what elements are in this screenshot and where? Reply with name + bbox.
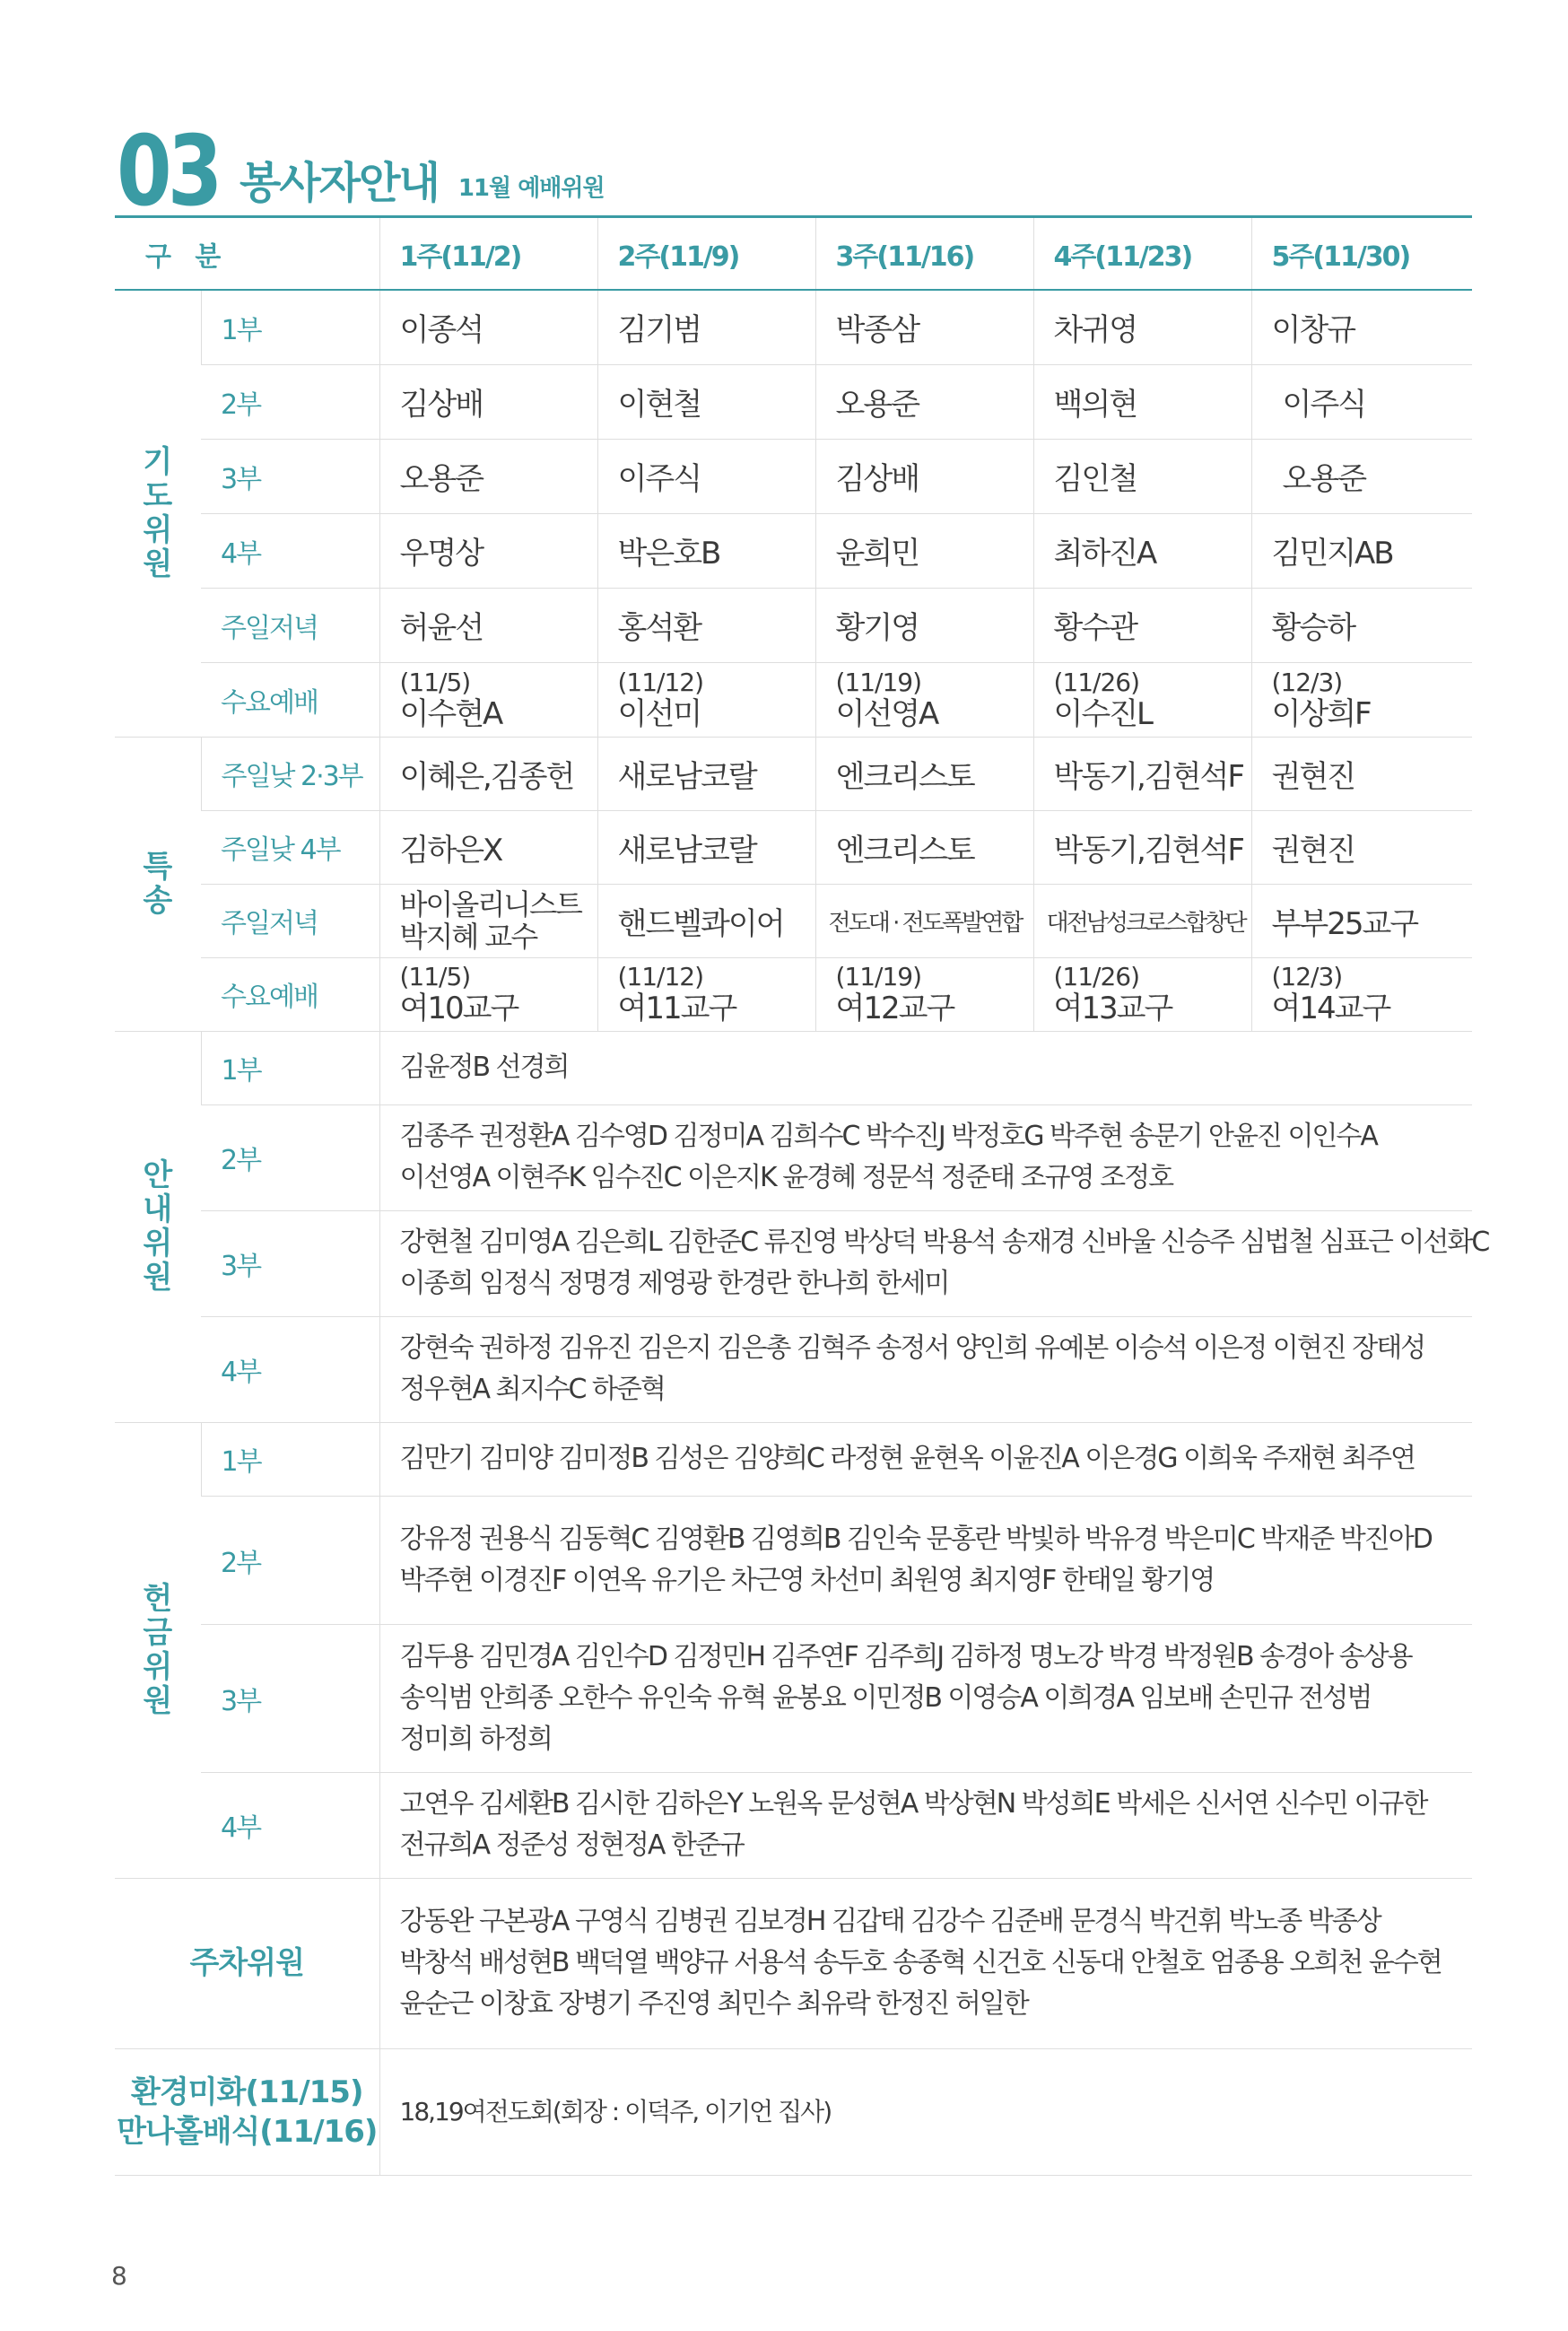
table-cell: (11/12) 여11교구	[597, 957, 815, 1031]
names-cell: 강현철 김미영A 김은희L 김한준C 류진영 박상덕 박용석 송재경 신바울 신승주 심법철 심표근 이선화C 이종희 임정식 정명경 제영광 한경란 한나희 한세미	[379, 1210, 1472, 1316]
category-offering: 헌 금 위 원	[115, 1422, 201, 1878]
table-cell: (11/26) 여13교구	[1033, 957, 1251, 1031]
names-cell: 강현숙 권하정 김유진 김은지 김은총 김혁주 송정서 양인희 유예본 이승석 이은정 이현진 장태성 정우현A 최지수C 하준혁	[379, 1316, 1472, 1422]
table-cell: 오용준	[379, 439, 597, 513]
table-row	[115, 1624, 1472, 1772]
table-cell: 새로남코랄	[597, 810, 815, 884]
names-cell: 강유정 권용식 김동혁C 김영환B 김영희B 김인숙 문홍란 박빛하 박유경 박은미C 박재준 박진아D 박주현 이경진F 이연옥 유기은 차근영 차선미 최원영 최지영F 한태일 황기영	[379, 1496, 1472, 1624]
row-label: 2부	[201, 364, 379, 439]
volunteer-table	[115, 215, 1489, 2176]
table-row	[115, 737, 1472, 810]
table-row	[115, 1104, 1472, 1210]
table-cell: 허윤선	[379, 588, 597, 662]
row-label: 주일낮 2·3부	[201, 737, 379, 810]
table-cell: 박종삼	[815, 290, 1033, 364]
table-row	[115, 1496, 1472, 1624]
table-cell: (11/12) 이선미	[597, 662, 815, 737]
table-cell: (11/5) 여10교구	[379, 957, 597, 1031]
row-label: 1부	[201, 1422, 379, 1496]
table-header-row	[115, 217, 1472, 291]
table-cell: 황승하	[1251, 588, 1472, 662]
table-cell: 김기범	[597, 290, 815, 364]
table-row	[115, 1422, 1472, 1496]
table-cell: 홍석환	[597, 588, 815, 662]
row-label: 3부	[201, 1624, 379, 1772]
table-row	[115, 364, 1472, 439]
table-cell: (11/5) 이수현A	[379, 662, 597, 737]
table-cell: 김하은X	[379, 810, 597, 884]
row-label: 수요예배	[201, 957, 379, 1031]
table-cell: (11/19) 여12교구	[815, 957, 1033, 1031]
table-cell: 오용준	[1251, 439, 1472, 513]
table-cell: 권현진	[1251, 810, 1472, 884]
table-cell: (12/3) 이상희F	[1251, 662, 1472, 737]
row-label: 4부	[201, 1316, 379, 1422]
table-cell: 박은호B	[597, 513, 815, 588]
page-number: 8	[111, 2261, 127, 2291]
row-label: 1부	[201, 290, 379, 364]
table-cell: 핸드벨콰이어	[597, 884, 815, 957]
section-header	[117, 116, 605, 228]
names-cell: 김만기 김미양 김미정B 김성은 김양희C 라정현 윤현옥 이윤진A 이은경G 이희욱 주재현 최주연	[379, 1422, 1472, 1496]
section-title: 봉사자안내	[240, 158, 439, 208]
table-cell: 윤희민	[815, 513, 1033, 588]
table-cell: 새로남코랄	[597, 737, 815, 810]
category-prayer: 기 도 위 원	[115, 290, 201, 737]
table-row	[115, 2048, 1472, 2175]
column-header: 5주(11/30)	[1251, 217, 1472, 291]
section-subtitle: 11월 예배위원	[457, 175, 605, 202]
table-row	[115, 1316, 1472, 1422]
table-row	[115, 588, 1472, 662]
column-header: 4주(11/23)	[1033, 217, 1251, 291]
row-label: 주일낮 4부	[201, 810, 379, 884]
row-label: 1부	[201, 1031, 379, 1104]
table-cell: 차귀영	[1033, 290, 1251, 364]
table-cell: 김상배	[379, 364, 597, 439]
column-header: 3주(11/16)	[815, 217, 1033, 291]
table-cell: 이주식	[1251, 364, 1472, 439]
names-cell: 김윤정B 선경희	[379, 1031, 1472, 1104]
row-label: 2부	[201, 1104, 379, 1210]
row-label: 3부	[201, 439, 379, 513]
table-cell: 부부25교구	[1251, 884, 1472, 957]
table-cell: (11/19) 이선영A	[815, 662, 1033, 737]
names-cell: 강동완 구본광A 구영식 김병권 김보경H 김갑태 김강수 김준배 문경식 박건휘 박노종 박종상 박창석 배성현B 백덕열 백양규 서용석 송두호 송종혁 신건호 신동대 안철호 엄종용 오희천 윤수현 윤순근 이창효 장병기 주진영 최민수 최유락 한정진 허일한	[379, 1878, 1472, 2048]
table-row	[115, 1210, 1472, 1316]
table-cell: 김민지AB	[1251, 513, 1472, 588]
table-cell: 권현진	[1251, 737, 1472, 810]
table-cell: 황기영	[815, 588, 1033, 662]
table-cell: 이창규	[1251, 290, 1472, 364]
row-label: 2부	[201, 1496, 379, 1624]
parking-label: 주차위원	[115, 1878, 379, 2048]
row-label: 수요예배	[201, 662, 379, 737]
row-label: 주일저녁	[201, 588, 379, 662]
row-label: 3부	[201, 1210, 379, 1316]
table-row	[115, 513, 1472, 588]
table-cell: 엔크리스토	[815, 737, 1033, 810]
table-cell: 바이올리니스트 박지혜 교수	[379, 884, 597, 957]
table-cell: 황수관	[1033, 588, 1251, 662]
table-cell: (12/3) 여14교구	[1251, 957, 1472, 1031]
table-cell: 우명상	[379, 513, 597, 588]
table-cell: 이종석	[379, 290, 597, 364]
table-cell: 오용준	[815, 364, 1033, 439]
table-cell: 김인철	[1033, 439, 1251, 513]
table-cell: 이주식	[597, 439, 815, 513]
row-label: 4부	[201, 1772, 379, 1878]
table-row	[115, 1031, 1472, 1104]
environment-label: 환경미화(11/15) 만나홀배식(11/16)	[115, 2048, 379, 2175]
table-cell: (11/26) 이수진L	[1033, 662, 1251, 737]
column-header: 구 분	[115, 217, 379, 291]
environment-text: 18,19여전도회(회장 : 이덕주, 이기언 집사)	[379, 2048, 1472, 2175]
table-row	[115, 290, 1472, 364]
table-row	[115, 439, 1472, 513]
table-cell: 대전남성크로스합창단	[1033, 884, 1251, 957]
table-row	[115, 1772, 1472, 1878]
table-cell: 전도대 · 전도폭발연합	[815, 884, 1033, 957]
category-ushers: 안 내 위 원	[115, 1031, 201, 1422]
table-cell: 이혜은,김종헌	[379, 737, 597, 810]
table-row	[115, 662, 1472, 737]
table-cell: 박동기,김현석F	[1033, 810, 1251, 884]
names-cell: 김두용 김민경A 김인수D 김정민H 김주연F 김주희J 김하정 명노강 박경 박정원B 송경아 송상용 송익범 안희종 오한수 유인숙 유혁 윤봉요 이민정B 이영승A 이희경A 임보배 손민규 전성범 정미희 하정희	[379, 1624, 1472, 1772]
table-cell: 최하진A	[1033, 513, 1251, 588]
table-row	[115, 1878, 1472, 2048]
table-row	[115, 884, 1472, 957]
table-cell: 이현철	[597, 364, 815, 439]
table-row	[115, 957, 1472, 1031]
row-label: 주일저녁	[201, 884, 379, 957]
table-row	[115, 810, 1472, 884]
row-label: 4부	[201, 513, 379, 588]
column-header: 2주(11/9)	[597, 217, 815, 291]
section-number: 03	[117, 116, 219, 228]
table-cell: 백의현	[1033, 364, 1251, 439]
names-cell: 김종주 권정환A 김수영D 김정미A 김희수C 박수진J 박정호G 박주현 송문기 안윤진 이인수A 이선영A 이현주K 임수진C 이은지K 윤경혜 정문석 정준태 조규영 조정호	[379, 1104, 1472, 1210]
table-cell: 김상배	[815, 439, 1033, 513]
table-cell: 엔크리스토	[815, 810, 1033, 884]
table-cell: 박동기,김현석F	[1033, 737, 1251, 810]
names-cell: 고연우 김세환B 김시한 김하은Y 노원옥 문성현A 박상현N 박성희E 박세은 신서연 신수민 이규한 전규희A 정준성 정현정A 한준규	[379, 1772, 1472, 1878]
category-special: 특 송	[115, 737, 201, 1031]
column-header: 1주(11/2)	[379, 217, 597, 291]
